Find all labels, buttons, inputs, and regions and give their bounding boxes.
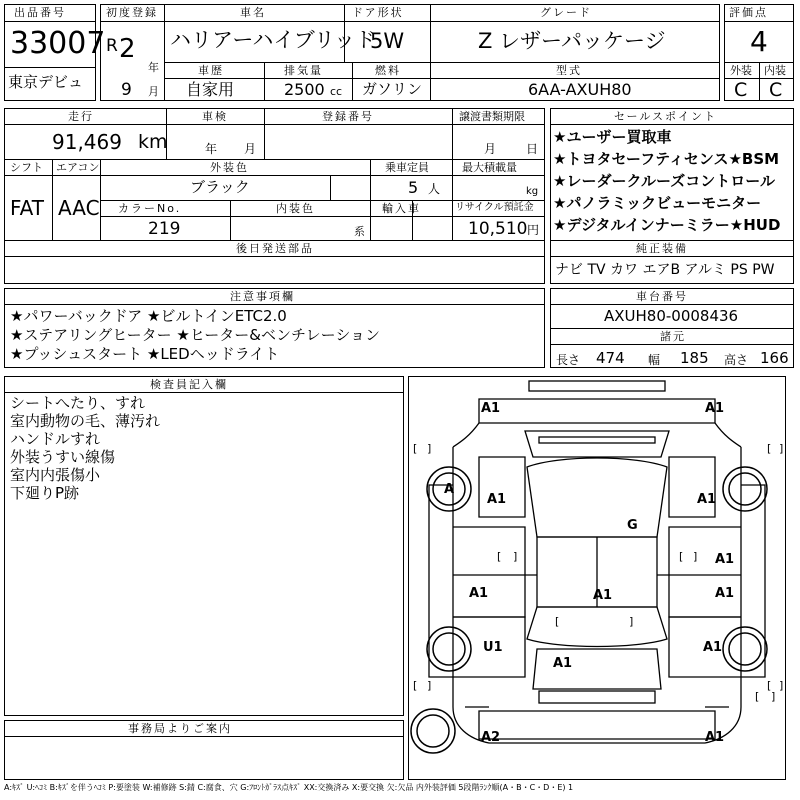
svg-text:]: ]	[693, 550, 698, 563]
recycle-unit: 円	[527, 223, 540, 237]
svg-text:]: ]	[779, 679, 784, 692]
inspector-line: 下廻りP跡	[10, 484, 80, 502]
tokyo-debut: 東京デビュ	[8, 73, 84, 91]
damage-roof-center: A1	[593, 588, 613, 603]
mileage-unit: km	[138, 131, 168, 153]
transfer-label: 譲渡書類期限	[459, 110, 525, 123]
grade-label: グレード	[540, 6, 592, 19]
damage-wheel-rl: U1	[483, 640, 503, 655]
damage-front-right: A1	[705, 401, 725, 416]
inspector-line: ハンドルすれ	[10, 430, 101, 448]
mileage-label: 走行	[68, 110, 94, 123]
width: 185	[680, 349, 709, 367]
sales-point: ★パノラミックビューモニター	[553, 194, 762, 212]
notes-label: 注意事項欄	[230, 290, 295, 303]
insp-month-unit: 月	[244, 142, 257, 156]
svg-text:[: [	[413, 442, 418, 455]
length: 474	[596, 349, 625, 367]
damage-fender-fr: A1	[697, 492, 717, 507]
door-type: 5W	[370, 29, 405, 53]
car-outline	[409, 377, 785, 779]
sales-point: ★デジタルインナーミラー★HUD	[553, 216, 781, 234]
car-name: ハリアーハイブリッド	[170, 28, 377, 52]
ext-label: 外装	[730, 64, 752, 77]
legend-footer: A:ｷｽﾞ U:ﾍｺﾐ B:ｷｽﾞを伴うﾍｺﾐ P:要塗装 W:補修跡 S:錆 C:腐食、穴 G:ﾌﾛﾝﾄｶﾞﾗｽ点ｷｽﾞ XX:交換済み X:要交換 欠:欠品 内外装評価 5段階ﾗﾝｸ順(A・B・C・D・E) 1	[4, 783, 574, 792]
width-label: 幅	[648, 353, 661, 367]
svg-text:]: ]	[427, 679, 432, 692]
damage-rear-right: A1	[705, 730, 725, 745]
interior-color-label: 内装色	[276, 202, 315, 215]
svg-text:[: [	[767, 679, 772, 692]
svg-text:]: ]	[513, 550, 518, 563]
exterior-color-label: 外装色	[210, 161, 249, 174]
damage-diagram	[408, 376, 786, 780]
note-line: ★パワーバックドア ★ビルトインETC2.0	[10, 307, 287, 325]
fuel: ガソリン	[362, 80, 423, 98]
displacement-unit: cc	[330, 85, 343, 98]
color-no-label: カラーNo.	[118, 202, 182, 215]
equip: ナビ TV カワ エアB アルミ PS PW	[555, 262, 775, 278]
capacity-label: 乗車定員	[385, 161, 429, 174]
lot-number: 33007	[10, 26, 106, 61]
svg-text:[: [	[767, 442, 772, 455]
import-label: 輸入車	[382, 202, 421, 215]
transfer-day: 日	[526, 142, 539, 156]
sales-point: ★トヨタセーフティセンス★BSM	[553, 150, 780, 168]
ac-label: エアコン	[56, 161, 100, 174]
car-name-label: 車名	[240, 6, 266, 19]
damage-wheel-fl: A	[444, 482, 455, 497]
damage-door-fr: A1	[715, 552, 735, 567]
damage-rear-center: A1	[553, 656, 573, 671]
max-load-label: 最大積載量	[462, 161, 517, 174]
office-label: 事務局よりご案内	[128, 722, 232, 735]
damage-door-rl: A1	[469, 586, 489, 601]
svg-text:[: [	[497, 550, 502, 563]
ac: AAC	[58, 196, 100, 220]
ext-score: C	[734, 79, 748, 101]
capacity: 5	[408, 178, 419, 197]
displacement-label: 排気量	[284, 64, 323, 77]
note-line: ★プッシュスタート ★LEDヘッドライト	[10, 345, 280, 363]
chassis-number: AXUH80-0008436	[604, 307, 739, 325]
chassis-label: 車台番号	[636, 290, 688, 303]
damage-roof: G	[627, 518, 638, 533]
svg-text:]: ]	[629, 615, 634, 628]
era: R	[106, 36, 118, 56]
transfer-month: 月	[484, 142, 497, 156]
history: 自家用	[186, 80, 235, 99]
first-reg-label: 初度登録	[106, 6, 158, 19]
damage-front-left: A1	[481, 401, 501, 416]
grade: Z レザーパッケージ	[478, 29, 666, 53]
svg-text:[: [	[555, 615, 560, 628]
length-label: 長さ	[556, 353, 581, 367]
svg-text:[: [	[679, 550, 684, 563]
damage-fender-fl: A1	[487, 492, 507, 507]
displacement: 2500	[284, 80, 325, 99]
reg-no-label: 登録番号	[322, 110, 374, 123]
interior-suffix: 系	[354, 225, 365, 238]
svg-text:[: [	[413, 679, 418, 692]
month-unit: 月	[148, 85, 159, 98]
recycle: 10,510	[468, 219, 528, 239]
sales-point: ★ユーザー買取車	[553, 128, 672, 146]
color-no: 219	[148, 219, 181, 239]
model-label: 型式	[556, 64, 582, 77]
inspection-label: 車検	[202, 110, 228, 123]
height: 166	[760, 349, 789, 367]
equip-label: 純正装備	[636, 242, 688, 255]
int-score: C	[769, 79, 783, 101]
int-label: 内装	[764, 64, 786, 77]
fuel-label: 燃料	[375, 64, 401, 77]
recycle-label: リサイクル預託金	[455, 202, 534, 213]
spec-label: 諸元	[660, 330, 686, 343]
reg-month: 9	[121, 80, 132, 100]
inspector-line: 室内内張傷小	[10, 466, 101, 484]
year-unit: 年	[148, 61, 159, 74]
reg-year: 2	[119, 34, 136, 64]
note-line: ★ステアリングヒーター ★ヒーター&ベンチレーション	[10, 326, 381, 344]
shift: FAT	[10, 196, 45, 220]
later-parts-label: 後日発送部品	[236, 242, 314, 255]
damage-fender-rr: A1	[703, 640, 723, 655]
svg-text:]: ]	[779, 442, 784, 455]
sales-label: セールスポイント	[614, 110, 718, 123]
lot-number-label: 出品番号	[14, 6, 66, 19]
inspector-label: 検査員記入欄	[150, 378, 228, 391]
svg-text:]: ]	[427, 442, 432, 455]
door-label: ドア形状	[352, 6, 404, 19]
svg-text:]: ]	[771, 690, 776, 703]
mileage: 91,469	[52, 130, 122, 154]
inspector-line: シートへたり、すれ	[10, 394, 146, 412]
score: 4	[750, 25, 768, 58]
max-load-unit: kg	[526, 186, 539, 197]
sales-point: ★レーダークルーズコントロール	[553, 172, 775, 190]
exterior-color: ブラック	[190, 178, 250, 196]
inspector-line: 外装うすい線傷	[10, 448, 116, 466]
svg-text:[: [	[755, 690, 760, 703]
inspector-line: 室内動物の毛、薄汚れ	[10, 412, 161, 430]
shift-label: シフト	[10, 161, 43, 174]
damage-door-rr: A1	[715, 586, 735, 601]
score-label: 評価点	[729, 6, 768, 19]
insp-year-unit: 年	[205, 142, 218, 156]
history-label: 車歴	[198, 64, 224, 77]
height-label: 高さ	[724, 353, 749, 367]
damage-rear-left: A2	[481, 730, 501, 745]
model: 6AA-AXUH80	[528, 80, 632, 99]
capacity-unit: 人	[428, 182, 441, 196]
